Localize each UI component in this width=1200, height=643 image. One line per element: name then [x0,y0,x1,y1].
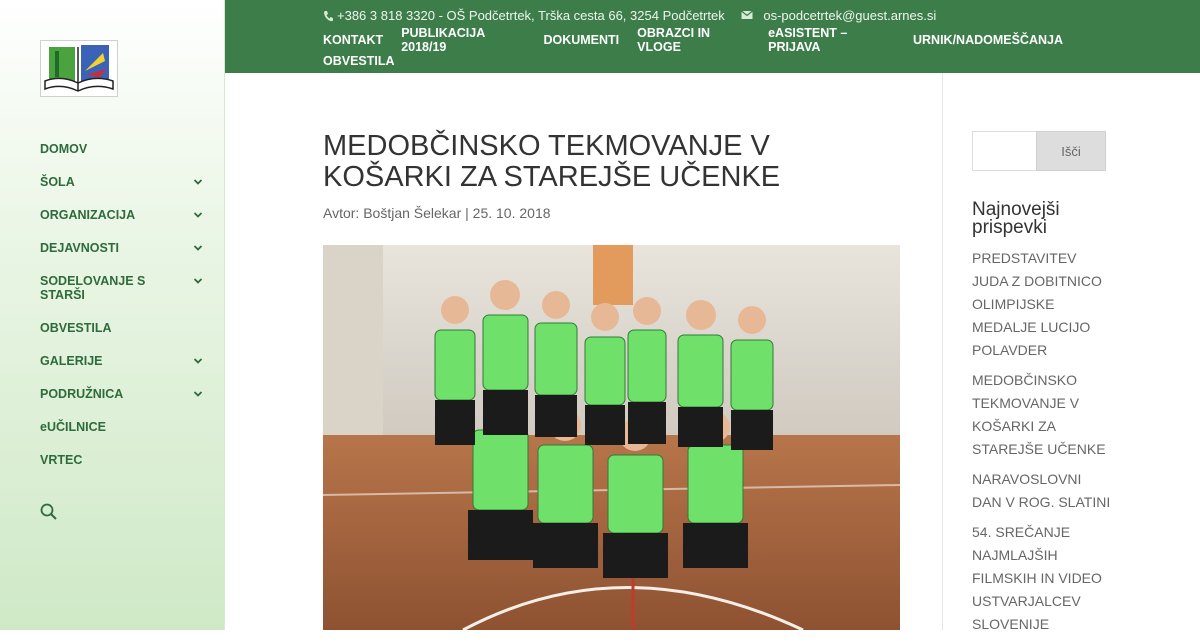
chevron-down-icon[interactable] [192,275,204,287]
article-title: MEDOBČINSKO TEKMOVANJE V KOŠARKI ZA STAREJŠE UČENKE [323,130,781,193]
topmenu-urnik[interactable]: URNIK/NADOMEŠČANJA [912,32,1063,47]
chevron-down-icon[interactable] [192,242,204,254]
topmenu-easistent[interactable]: eASISTENT – PRIJAVA [768,25,848,54]
topmenu-kontakt[interactable]: KONTAKT [323,32,384,47]
email-text: os-podcetrtek@guest.arnes.si [763,8,937,23]
sidebar-item-label: DOMOV [40,142,88,156]
chevron-down-icon[interactable] [192,355,204,367]
top-menu [323,25,1063,71]
chevron-down-icon[interactable] [192,388,204,400]
email-link[interactable] [741,8,937,23]
sidebar-item-1[interactable] [40,174,208,207]
sidebar-item-label: GALERIJE [40,354,103,368]
top-header-bar [225,0,1200,73]
topmenu-obvestila[interactable]: OBVESTILA [323,53,395,68]
contact-info [323,8,936,23]
recent-posts-list [972,247,1112,643]
article-photo[interactable] [323,245,900,630]
sidebar-item-8[interactable] [40,419,208,452]
sidebar-item-3[interactable] [40,240,208,273]
phone-text: +386 3 818 3320 - OŠ Podčetrtek, Trška cesta 66, 3254 Podčetrtek [337,8,725,23]
sidebar-item-label: SODELOVANJE S STARŠI [40,274,146,302]
book-logo-icon [41,41,117,96]
sidebar-item-9[interactable] [40,452,208,485]
sidebar-item-0[interactable] [40,141,208,174]
topmenu-obrazci[interactable]: OBRAZCI IN VLOGE [637,25,711,54]
recent-post-link[interactable]: 54. SREČANJE NAJMLAJŠIH FILMSKIH IN VIDEO USTVARJALCEV SLOVENIJE [972,524,1102,632]
sidebar-item-label: DEJAVNOSTI [40,241,119,255]
phone-icon [323,10,334,22]
widget-search-button[interactable]: Išči [1036,131,1106,171]
sidebar-item-4[interactable] [40,273,208,320]
topmenu-publikacija[interactable]: PUBLIKACIJA 2018/19 [401,25,485,54]
sidebar-item-label: eUČILNICE [40,420,106,434]
chevron-down-icon[interactable] [192,209,204,221]
widget-search-input[interactable] [972,131,1036,171]
sidebar-item-label: VRTEC [40,453,83,467]
sidebar-item-5[interactable] [40,320,208,353]
basketball-team-photo [323,245,900,630]
main-navigation [40,141,208,485]
topmenu-dokumenti[interactable]: DOKUMENTI [543,32,620,47]
sidebar-item-label: OBVESTILA [40,321,112,335]
recent-post-link[interactable]: PREDSTAVITEV JUDA Z DOBITNICO OLIMPIJSKE MEDALJE LUCIJO POLAVDER [972,250,1102,358]
recent-post-link[interactable]: NARAVOSLOVNI DAN V ROG. SLATINI [972,471,1111,510]
sidebar-item-2[interactable] [40,207,208,240]
chevron-down-icon[interactable] [192,176,204,188]
sidebar-item-7[interactable] [40,386,208,419]
article-meta: Avtor: Boštjan Šelekar | 25. 10. 2018 [323,205,551,221]
top-menu-row-1 [323,25,1063,54]
sidebar-item-label: ŠOLA [40,175,75,189]
recent-post-link[interactable]: MEDOBČINSKO TEKMOVANJE V KOŠARKI ZA STAREJŠE UČENKE [972,372,1106,457]
school-logo[interactable] [40,40,118,97]
sidebar-item-6[interactable] [40,353,208,386]
sidebar-item-label: PODRUŽNICA [40,387,124,401]
sidebar-item-label: ORGANIZACIJA [40,208,136,222]
sidebar [0,0,225,630]
search-icon[interactable] [40,503,58,521]
envelope-icon [741,10,753,20]
recent-posts-title: Najnovejši prispevki [972,199,1060,238]
sidebar-divider [942,73,943,630]
